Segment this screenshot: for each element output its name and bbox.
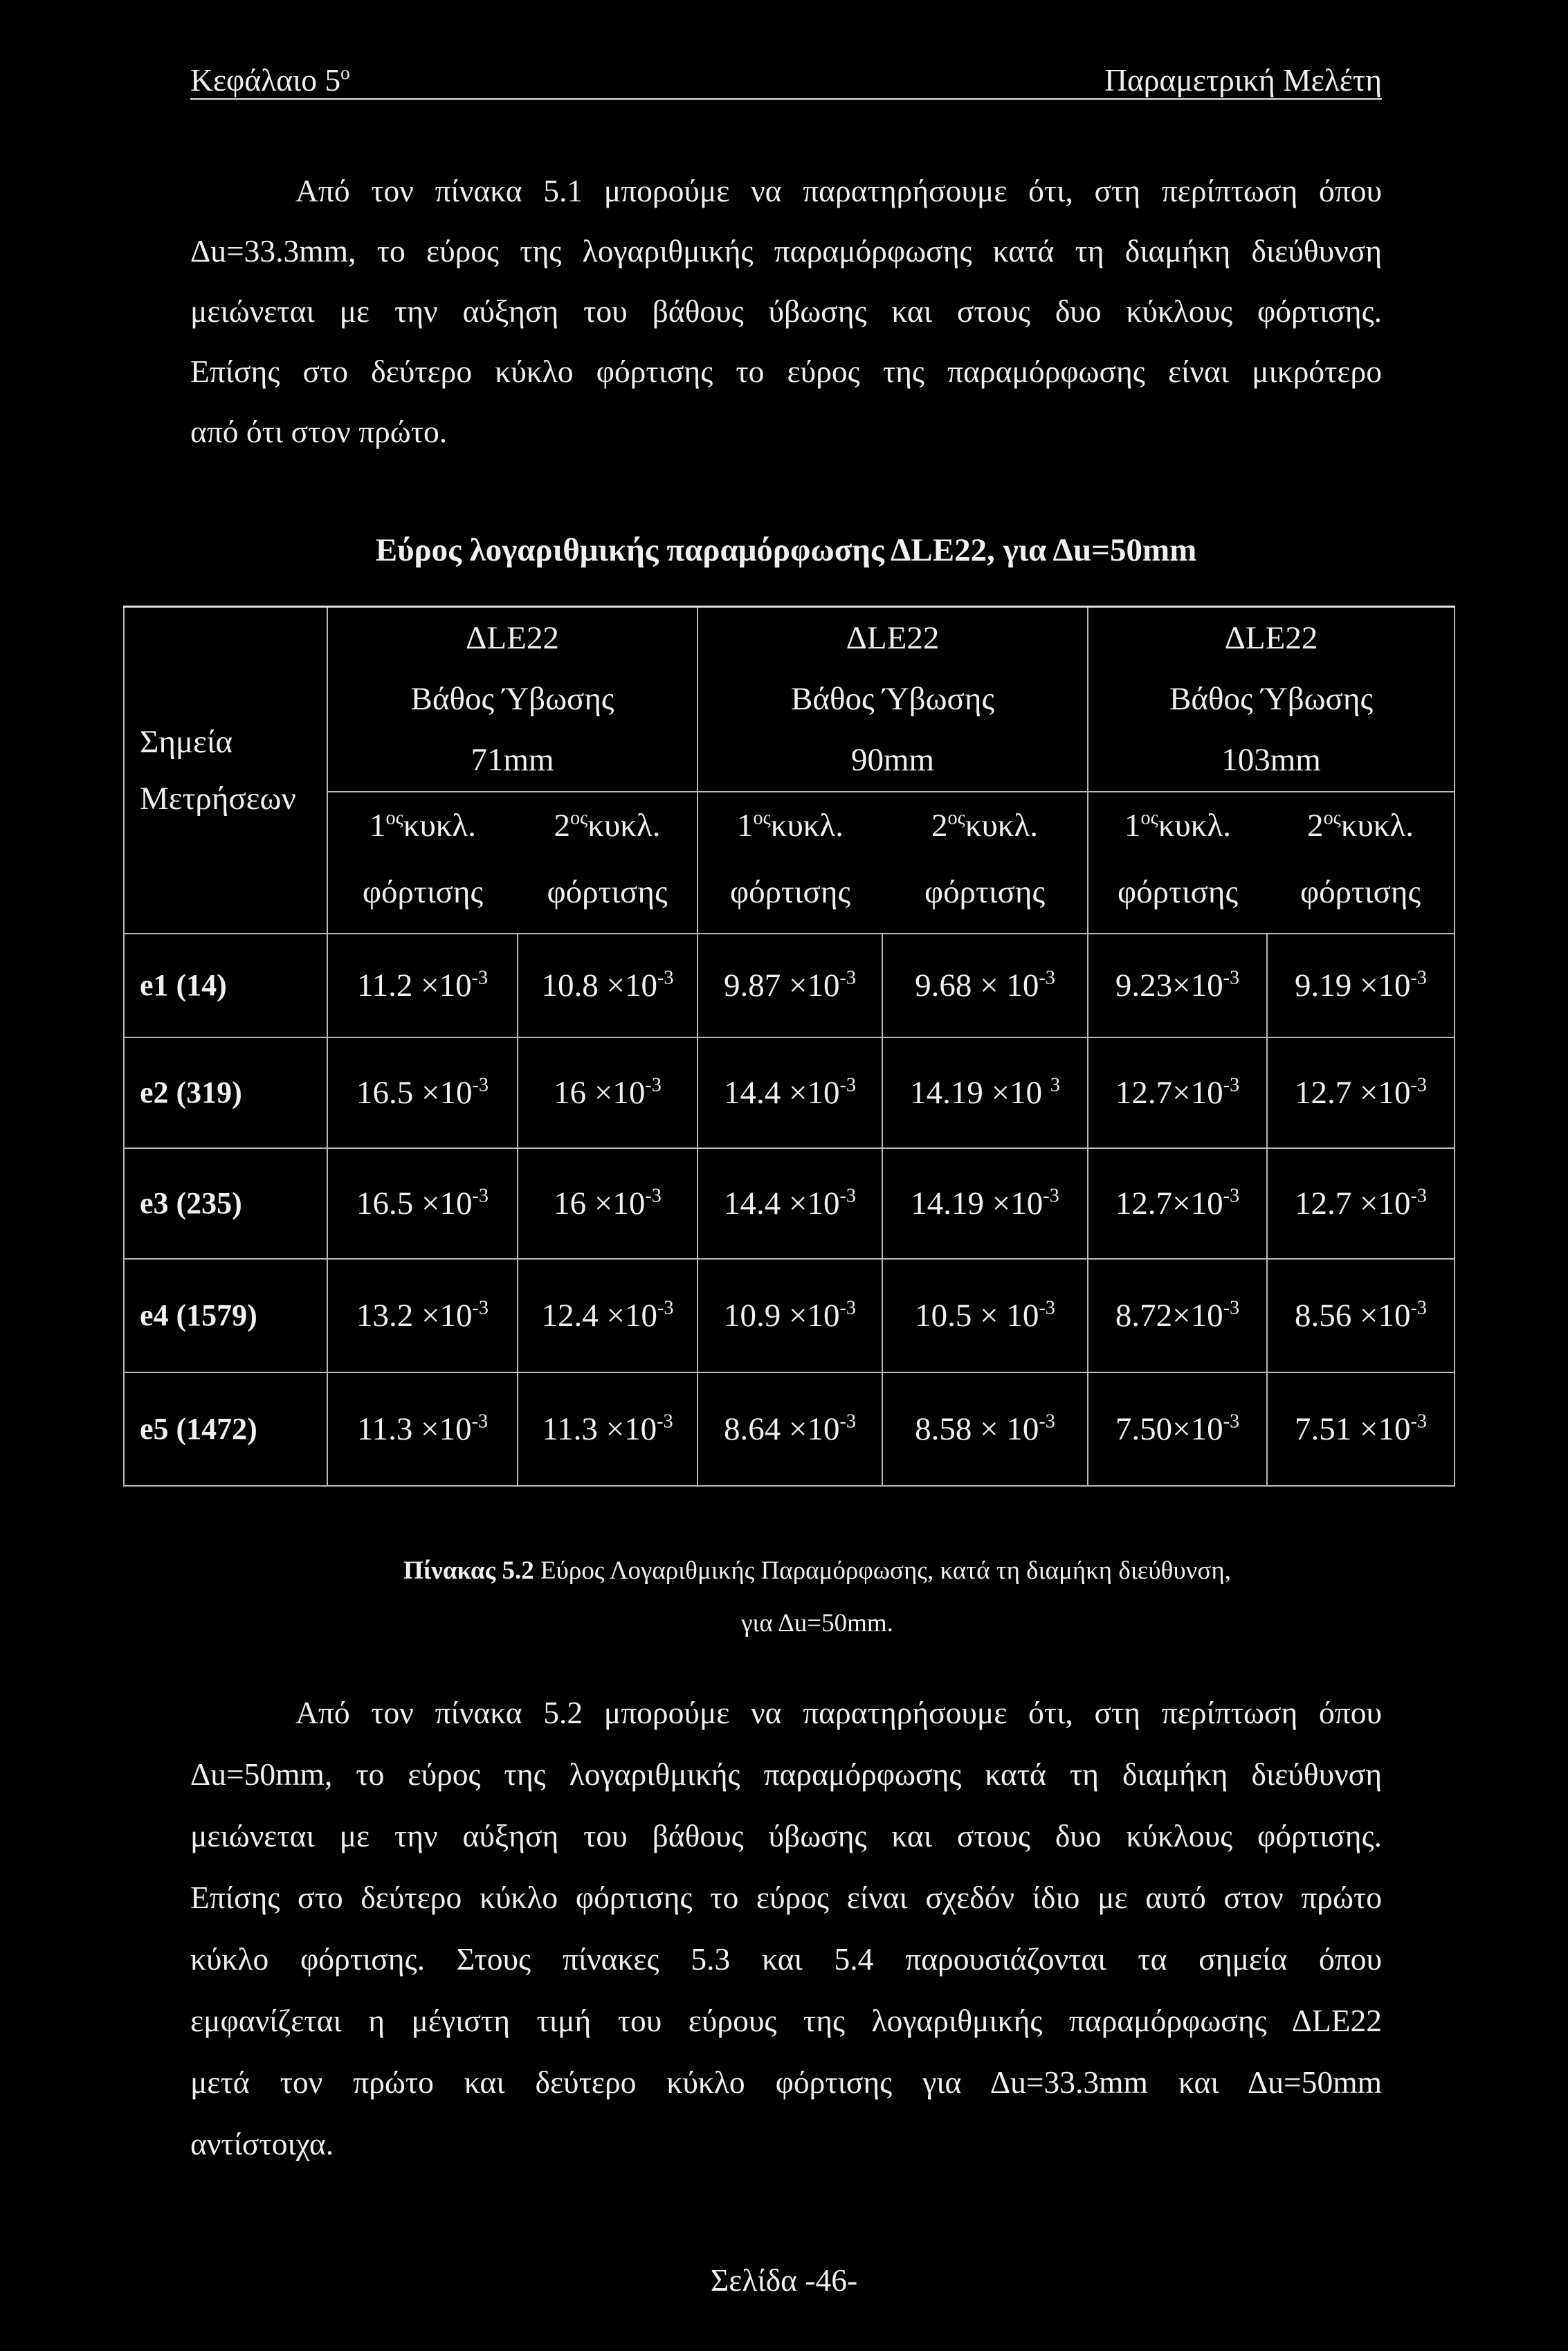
table-row bbox=[124, 1372, 1455, 1486]
value-exponent: -3 bbox=[839, 1185, 857, 1207]
value-base: 7.51 ×10 bbox=[1295, 1410, 1411, 1447]
table-row bbox=[124, 1259, 1455, 1372]
measurement-point: e5 (1472) bbox=[124, 1372, 327, 1486]
cycle-ordinal: ος bbox=[1140, 807, 1158, 829]
cycle-word: φόρτισης bbox=[924, 873, 1046, 910]
value-exponent: -3 bbox=[657, 1297, 674, 1319]
group-quantity: ΔLE22 bbox=[466, 620, 559, 656]
value-base: 11.2 ×10 bbox=[356, 967, 472, 1004]
cycle-abbr: κυκλ. bbox=[1340, 807, 1414, 844]
cycle-abbr: κυκλ. bbox=[587, 807, 661, 844]
value-base: 8.64 ×10 bbox=[724, 1410, 840, 1447]
value-base: 16.5 ×10 bbox=[356, 1185, 473, 1222]
paragraph-2-line-8: αντίστοιχα. bbox=[190, 2126, 334, 2161]
measurement-point: e2 (319) bbox=[124, 1037, 327, 1148]
value-cell bbox=[518, 1148, 698, 1259]
value-base: 14.4 ×10 bbox=[724, 1185, 840, 1222]
cycle-number: 2 bbox=[931, 807, 948, 844]
page-number: Σελίδα -46- bbox=[710, 2262, 858, 2298]
value-base: 16 ×10 bbox=[554, 1185, 646, 1222]
paragraph-1-line-4: Επίσης στο δεύτερο κύκλο φόρτισης το εύρος της παραμόρφωσης είναι μικρότερο bbox=[190, 354, 1382, 389]
cycle-word: φόρτισης bbox=[547, 873, 668, 910]
chapter-text: Κεφάλαιο 5 bbox=[190, 62, 341, 98]
value-base: 12.7 ×10 bbox=[1295, 1185, 1411, 1222]
group-quantity: ΔLE22 bbox=[1224, 620, 1318, 656]
value-exponent: -3 bbox=[1223, 1297, 1240, 1319]
value-cell bbox=[518, 1037, 698, 1148]
cycle-word: φόρτισης bbox=[1300, 873, 1421, 910]
paragraph-2-line-2: Δu=50mm, το εύρος της λογαριθμικής παραμόρφωσης κατά τη διαμήκη διεύθυνση bbox=[190, 1757, 1382, 1792]
group-depth: 103mm bbox=[1221, 742, 1321, 778]
value-base: 9.19 ×10 bbox=[1295, 967, 1411, 1004]
cycle-ordinal: ος bbox=[947, 807, 965, 829]
value-exponent: -3 bbox=[1410, 1410, 1428, 1433]
value-cell bbox=[327, 1259, 518, 1372]
value-cell bbox=[327, 1037, 518, 1148]
cycle-label bbox=[882, 792, 1087, 859]
value-base: 12.7×10 bbox=[1115, 1074, 1223, 1111]
value-exponent: -3 bbox=[839, 967, 857, 989]
value-base: 8.56 ×10 bbox=[1295, 1297, 1411, 1334]
value-cell bbox=[1267, 1037, 1455, 1148]
cycle-1-header bbox=[327, 792, 518, 934]
value-exponent: -3 bbox=[657, 967, 674, 989]
value-exponent: -3 bbox=[645, 1185, 662, 1207]
value-cell bbox=[882, 1259, 1088, 1372]
value-cell bbox=[698, 1259, 882, 1372]
value-exponent: -3 bbox=[1223, 1074, 1240, 1096]
value-cell bbox=[1088, 1259, 1267, 1372]
paragraph-2-line-1: Από τον πίνακα 5.2 μπορούμε να παρατηρήσουμε ότι, στη περίπτωση όπου bbox=[295, 1695, 1382, 1730]
value-exponent: -3 bbox=[472, 1185, 489, 1207]
value-base: 7.50×10 bbox=[1115, 1410, 1223, 1447]
cycle-number: 1 bbox=[1124, 807, 1141, 844]
value-base: 14.4 ×10 bbox=[724, 1074, 840, 1111]
value-base: 9.23×10 bbox=[1115, 967, 1223, 1004]
cycle-label bbox=[1267, 792, 1454, 859]
value-exponent: -3 bbox=[472, 1074, 489, 1096]
value-exponent: -3 bbox=[1410, 1074, 1428, 1096]
measurement-point: e3 (235) bbox=[124, 1148, 327, 1259]
value-base: 14.19 ×10 bbox=[911, 1185, 1043, 1222]
value-exponent: -3 bbox=[1410, 967, 1428, 989]
cycle-ordinal: ος bbox=[753, 807, 771, 829]
cycle-ordinal: ος bbox=[1323, 807, 1341, 829]
value-cell bbox=[882, 1372, 1088, 1486]
paragraph-2-line-6: εμφανίζεται η μέγιστη τιμή του εύρους της λογαριθμικής παραμόρφωσης ΔLE22 bbox=[190, 2003, 1382, 2038]
cycle-abbr: κυκλ. bbox=[1158, 807, 1231, 844]
cycle-word: φόρτισης bbox=[1117, 873, 1239, 910]
value-exponent: -3 bbox=[472, 1297, 489, 1319]
cycle-abbr: κυκλ. bbox=[965, 807, 1038, 844]
value-cell bbox=[882, 934, 1088, 1037]
cycle-1-header bbox=[1088, 792, 1267, 934]
paragraph-1-line-5: από ότι στον πρώτο. bbox=[190, 414, 448, 449]
value-cell bbox=[1267, 1259, 1455, 1372]
group-header-103mm bbox=[1088, 607, 1455, 792]
value-cell bbox=[1088, 1037, 1267, 1148]
value-cell bbox=[1088, 1372, 1267, 1486]
value-cell bbox=[327, 1372, 518, 1486]
cycle-2-header bbox=[1267, 792, 1455, 934]
caption-label: Πίνακας 5.2 bbox=[403, 1556, 534, 1585]
value-cell bbox=[698, 1037, 882, 1148]
value-exponent: -3 bbox=[471, 967, 489, 989]
value-exponent: -3 bbox=[1039, 1297, 1055, 1319]
value-exponent: -3 bbox=[839, 1410, 857, 1433]
value-base: 9.87 ×10 bbox=[724, 967, 840, 1004]
paragraph-1-line-1: Από τον πίνακα 5.1 μπορούμε να παρατηρήσουμε ότι, στη περίπτωση όπου bbox=[295, 173, 1382, 208]
group-label: Βάθος Ύβωσης bbox=[790, 681, 995, 717]
value-exponent: -3 bbox=[1223, 1185, 1240, 1207]
value-exponent: -3 bbox=[1043, 1185, 1059, 1207]
value-base: 14.19 ×10 bbox=[910, 1074, 1050, 1111]
value-base: 16 ×10 bbox=[554, 1074, 646, 1111]
value-base: 11.3 ×10 bbox=[542, 1410, 657, 1447]
running-header bbox=[190, 62, 1382, 100]
value-cell bbox=[327, 934, 518, 1037]
table-row bbox=[124, 1148, 1455, 1259]
value-base: 13.2 ×10 bbox=[356, 1297, 473, 1334]
value-base: 12.7×10 bbox=[1115, 1185, 1223, 1222]
caption-line-1 bbox=[221, 1545, 1413, 1597]
value-base: 16.5 ×10 bbox=[356, 1074, 473, 1111]
cycle-number: 2 bbox=[1307, 807, 1324, 844]
corner-label-line-2: Μετρήσεων bbox=[140, 780, 296, 817]
value-base: 10.9 ×10 bbox=[724, 1297, 840, 1334]
value-base: 8.72×10 bbox=[1115, 1297, 1223, 1334]
value-exponent: -3 bbox=[839, 1297, 857, 1319]
group-label: Βάθος Ύβωσης bbox=[1169, 681, 1374, 717]
group-depth: 90mm bbox=[850, 742, 935, 778]
value-base: 8.58 × 10 bbox=[915, 1410, 1039, 1447]
cycle-word: φόρτισης bbox=[362, 873, 484, 910]
value-exponent: -3 bbox=[1410, 1185, 1428, 1207]
group-quantity: ΔLE22 bbox=[846, 620, 940, 656]
table-row bbox=[124, 934, 1455, 1037]
value-cell bbox=[882, 1037, 1088, 1148]
cycle-abbr: κυκλ. bbox=[403, 807, 476, 844]
value-cell bbox=[698, 1148, 882, 1259]
value-base: 10.8 ×10 bbox=[541, 967, 658, 1004]
corner-label-line-1: Σημεία bbox=[140, 723, 233, 760]
chapter-superscript: ο bbox=[340, 62, 350, 84]
table-header-row-groups bbox=[124, 607, 1455, 792]
section-title: Παραμετρική Μελέτη bbox=[1104, 62, 1382, 98]
value-exponent: 3 bbox=[1050, 1074, 1060, 1096]
value-exponent: -3 bbox=[1223, 1410, 1240, 1433]
value-cell bbox=[1267, 1372, 1455, 1486]
value-exponent: -3 bbox=[657, 1410, 673, 1433]
paragraph-2-line-7: μετά τον πρώτο και δεύτερο κύκλο φόρτισης για Δu=33.3mm και Δu=50mm bbox=[190, 2064, 1382, 2100]
cycle-word: φόρτισης bbox=[729, 873, 851, 910]
measurement-points-header bbox=[124, 607, 327, 934]
paragraph-2-line-5: κύκλο φόρτισης. Στους πίνακες 5.3 και 5.4 παρουσιάζονται τα σημεία όπου bbox=[190, 1941, 1382, 1977]
value-cell bbox=[518, 1259, 698, 1372]
paragraph-2-line-4: Επίσης στο δεύτερο κύκλο φόρτισης το εύρος είναι σχεδόν ίδιο με αυτό στον πρώτο bbox=[190, 1880, 1382, 1915]
group-depth: 71mm bbox=[471, 742, 554, 778]
value-base: 12.4 ×10 bbox=[541, 1297, 658, 1334]
table-title: Εύρος λογαριθμικής παραμόρφωσης ΔLE22, για Δu=50mm bbox=[375, 532, 1197, 568]
table-row bbox=[124, 1037, 1455, 1148]
cycle-label bbox=[698, 792, 882, 859]
cycle-abbr: κυκλ. bbox=[770, 807, 844, 844]
value-exponent: -3 bbox=[1039, 967, 1055, 989]
value-cell bbox=[698, 1372, 882, 1486]
paragraph-2-line-3: μειώνεται με την αύξηση του βάθους ύβωσης και στους δυο κύκλους φόρτισης. bbox=[190, 1818, 1382, 1853]
cycle-2-header bbox=[882, 792, 1088, 934]
table-caption bbox=[221, 1545, 1413, 1650]
value-cell bbox=[518, 934, 698, 1037]
value-exponent: -3 bbox=[645, 1074, 662, 1096]
measurement-point: e4 (1579) bbox=[124, 1259, 327, 1372]
value-base: 10.5 × 10 bbox=[915, 1297, 1039, 1334]
value-base: 12.7 ×10 bbox=[1295, 1074, 1411, 1111]
paragraph-1-line-3: μειώνεται με την αύξηση του βάθους ύβωσης και στους δυο κύκλους φόρτισης. bbox=[190, 293, 1382, 329]
cycle-label bbox=[328, 792, 518, 859]
value-cell bbox=[1267, 934, 1455, 1037]
value-base: 9.68 × 10 bbox=[915, 967, 1039, 1004]
value-exponent: -3 bbox=[1410, 1297, 1428, 1319]
cycle-1-header bbox=[698, 792, 882, 934]
paragraph-1-line-2: Δu=33.3mm, το εύρος της λογαριθμικής παραμόρφωσης κατά τη διαμήκη διεύθυνση bbox=[190, 233, 1382, 269]
cycle-number: 2 bbox=[554, 807, 571, 844]
value-cell bbox=[698, 934, 882, 1037]
value-cell bbox=[327, 1148, 518, 1259]
cycle-ordinal: ος bbox=[385, 807, 403, 829]
group-header-90mm bbox=[698, 607, 1088, 792]
strain-range-table bbox=[123, 606, 1455, 1487]
cycle-label bbox=[518, 792, 697, 859]
value-exponent: -3 bbox=[1039, 1410, 1055, 1433]
value-exponent: -3 bbox=[471, 1410, 489, 1433]
value-cell bbox=[518, 1372, 698, 1486]
value-cell bbox=[882, 1148, 1088, 1259]
value-exponent: -3 bbox=[839, 1074, 857, 1096]
value-cell bbox=[1088, 934, 1267, 1037]
chapter-label bbox=[190, 62, 350, 98]
cycle-label bbox=[1088, 792, 1267, 859]
cycle-ordinal: ος bbox=[570, 807, 588, 829]
measurement-point: e1 (14) bbox=[124, 934, 327, 1037]
group-label: Βάθος Ύβωσης bbox=[410, 681, 614, 717]
caption-line-2: για Δu=50mm. bbox=[741, 1609, 893, 1637]
cycle-number: 1 bbox=[370, 807, 386, 844]
value-cell bbox=[1267, 1148, 1455, 1259]
cycle-number: 1 bbox=[737, 807, 754, 844]
cycle-2-header bbox=[518, 792, 698, 934]
value-base: 11.3 ×10 bbox=[356, 1410, 472, 1447]
group-header-71mm bbox=[327, 607, 698, 792]
caption-text: Εύρος Λογαριθμικής Παραμόρφωσης, κατά τη διαμήκη διεύθυνση, bbox=[540, 1556, 1231, 1585]
value-exponent: -3 bbox=[1223, 967, 1240, 989]
value-cell bbox=[1088, 1148, 1267, 1259]
